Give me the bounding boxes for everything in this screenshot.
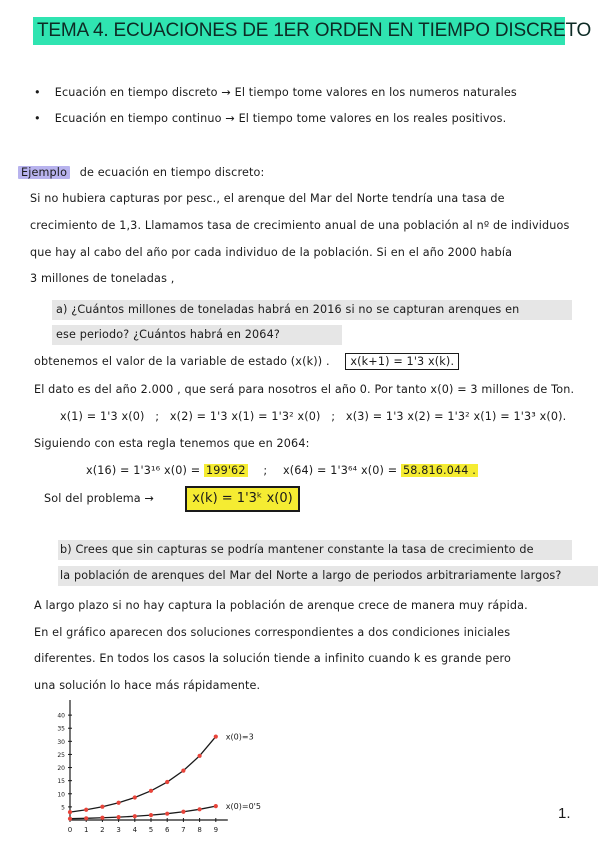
data-point (214, 804, 218, 808)
answer-b-line-3: diferentes. En todos los casos la solución tiende a infinito cuando k es grande pero (34, 652, 512, 665)
bullet-discrete-time: • Ecuación en tiempo discreto → El tiempo tome valores en los numeros naturales (34, 86, 517, 99)
page-title: TEMA 4. ECUACIONES DE 1ER ORDEN EN TIEMPO DISCRETO (33, 17, 565, 45)
x-tick-label: 1 (83, 826, 89, 834)
x-tick-label: 7 (181, 826, 186, 834)
recurrence-equation: x(k+1) = 1'3 x(k). (345, 353, 459, 370)
y-tick-label: 35 (57, 725, 65, 733)
iterations-line (60, 410, 566, 423)
x-tick-label: 4 (132, 826, 138, 834)
y-tick-label: 40 (57, 712, 65, 720)
iteration-x1: x(1) = 1'3 x(0) (60, 410, 145, 423)
y-tick-label: 15 (57, 778, 65, 786)
series-label: x(0)=3 (225, 732, 254, 742)
y-tick-label: 20 (57, 765, 65, 773)
data-point (84, 808, 88, 812)
iteration-separator: ; (155, 410, 160, 423)
y-tick-label: 30 (57, 738, 65, 746)
question-b-line-1: b) Crees que sin capturas se podría mantener constante la tasa de crecimiento de (60, 543, 534, 556)
y-tick-label: 5 (61, 804, 65, 812)
data-point (198, 807, 202, 811)
x-tick-label: 9 (213, 826, 219, 834)
rule-line: Siguiendo con esta regla tenemos que en 2064: (34, 437, 310, 450)
data-point (149, 813, 153, 817)
answer-b-line-1: A largo plazo si no hay captura la población de arenque crece de manera muy rápida. (34, 599, 528, 612)
data-point (133, 795, 137, 799)
data-point (68, 817, 72, 821)
bullet-continuous-time: • Ecuación en tiempo continuo → El tiempo tome valores en los reales positivos. (34, 112, 506, 125)
x64-value: 58.816.044 . (403, 464, 476, 477)
results-separator: ; (263, 464, 268, 477)
example-heading: de ecuación en tiempo discreto: (79, 166, 265, 179)
data-point (117, 801, 121, 805)
series-line (70, 737, 216, 813)
example-paragraph-line-2: crecimiento de 1,3. Llamamos tasa de crecimiento anual de una población al nº de individuos (30, 219, 570, 232)
data-point (198, 754, 202, 758)
x-tick-label: 8 (197, 826, 202, 834)
data-point (84, 816, 88, 820)
iteration-x2: x(2) = 1'3 x(1) = 1'3² x(0) (169, 410, 321, 423)
data-point (117, 815, 121, 819)
answer-b-line-4: una solución lo hace más rápidamente. (34, 679, 261, 692)
example-paragraph-line-4: 3 millones de toneladas , (30, 272, 175, 285)
initial-data-line: El dato es del año 2.000 , que será para nosotros el año 0. Por tanto x(0) = 3 millones de Ton. (34, 383, 575, 396)
results-line (86, 464, 478, 477)
data-point (181, 769, 185, 773)
data-point (165, 812, 169, 816)
x16-value: 199'62 (206, 464, 246, 477)
question-a-line-2: ese periodo? ¿Cuántos habrá en 2064? (56, 328, 280, 341)
data-point (68, 810, 72, 814)
example-paragraph-line-3: que hay al cabo del año por cada individuo de la población. Si en el año 2000 había (30, 246, 513, 259)
x-tick-label: 3 (116, 826, 121, 834)
x-tick-label: 2 (100, 826, 105, 834)
example-heading-line (18, 166, 264, 179)
series-label: x(0)=0'5 (225, 802, 261, 812)
data-point (181, 810, 185, 814)
x-tick-label: 5 (148, 826, 154, 834)
example-paragraph-line-1: Si no hubiera capturas por pesc., el arenque del Mar del Norte tendría una tasa de (30, 192, 505, 205)
growth-chart (40, 696, 330, 844)
data-point (149, 789, 153, 793)
x-tick-label: 6 (164, 826, 170, 834)
y-tick-label: 10 (57, 791, 65, 799)
data-point (165, 780, 169, 784)
example-tag: Ejemplo (18, 166, 70, 179)
y-tick-label: 25 (57, 751, 65, 759)
solution-equation: x(k) = 1'3ᵏ x(0) (185, 486, 300, 512)
data-point (100, 805, 104, 809)
state-variable-intro: obtenemos el valor de la variable de estado (x(k)) . (34, 355, 330, 368)
solution-label: Sol del problema → (44, 492, 155, 505)
page-number: 1. (558, 805, 571, 822)
x64-expression: x(64) = 1'3⁶⁴ x(0) = (282, 464, 398, 477)
question-b-line-2: la población de arenques del Mar del Norte a largo de periodos arbitrariamente largos? (60, 569, 562, 582)
x16-expression: x(16) = 1'3¹⁶ x(0) = (86, 464, 201, 477)
state-variable-line (34, 355, 459, 368)
x-tick-label: 0 (67, 826, 73, 834)
question-a-line-1: a) ¿Cuántos millones de toneladas habrá en 2016 si no se capturan arenques en (56, 303, 520, 316)
data-point (133, 814, 137, 818)
data-point (100, 816, 104, 820)
series-line (70, 806, 216, 819)
iteration-x3: x(3) = 1'3 x(2) = 1'3² x(1) = 1'3³ x(0). (345, 410, 567, 423)
answer-b-line-2: En el gráfico aparecen dos soluciones correspondientes a dos condiciones iniciales (34, 626, 511, 639)
iteration-separator: ; (331, 410, 336, 423)
data-point (214, 734, 218, 738)
